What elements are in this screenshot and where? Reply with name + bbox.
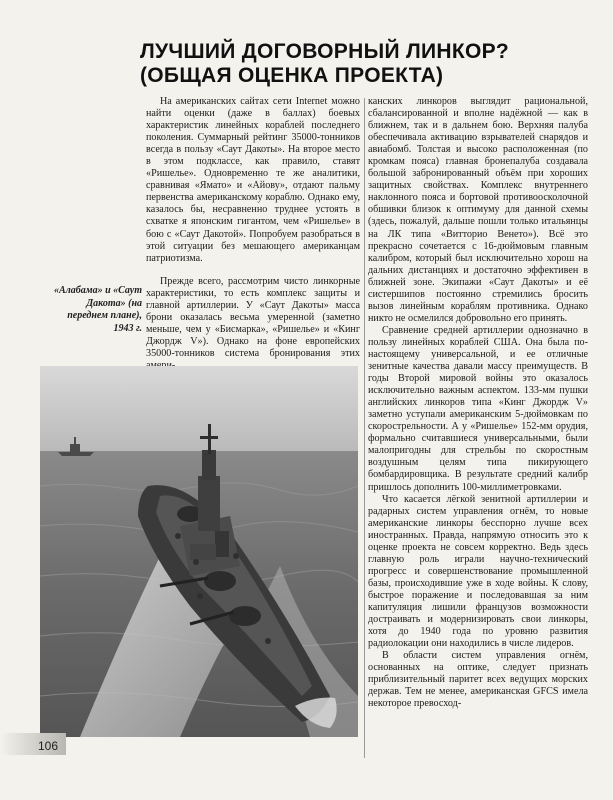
photo-caption: «Алабама» и «Саут Дакота» (на переднем плане), 1943 г. [53,285,142,334]
paragraph: канских линкоров выглядит рациональной, сбалансированной и вполне надёжной — как в ближнем, так и в дальнем бою. Верхняя палуба обеспечивала активацию взрывателей снарядов и авиабомб. Толстая и высоко расположенная (по кромкам пояса) главная бронепалуба создавала большой забронированный объём при хороших защитных свойствах. Комплекс внутреннего наклонного пояса и бортовой противоосколочной обшивки близок к оптимуму для данной схемы (здесь, пожалуй, дальше пошли только итальянцы на ЛК типа «Витторио Венето»). Всё это прекрасно сочетается с 16-дюймовым главным калибром, который был исключительно хорош на дальних дистанциях и достаточно эффективен в ближней зоне. Экипажи «Саут Дакоты» и её систершипов постоянно стремились бросить вызов линейным кораблям противника. Однако никто не осмелился добровольно его принять. [368,96,588,324]
battleship-photo [40,366,358,737]
article-title-line-1: ЛУЧШИЙ ДОГОВОРНЫЙ ЛИНКОР? [140,40,510,63]
text-column-right [368,96,588,710]
article-title [140,40,580,88]
article-title-line-2: (ОБЩАЯ ОЦЕНКА ПРОЕКТА) [140,64,444,87]
paragraph: Сравнение средней артиллерии однозначно в пользу линейных кораблей США. Она была по-настоящему универсальной, и ее отличные зенитные качества давали массу преимуществ. В годы Второй мировой войны это оказалось исключительно важным аспектом. 133-мм пушки английских линкоров типа «Кинг Джордж V» заметно уступали американским 5-дюймовкам по скорострельности. А у «Ришелье» 152-мм орудия, формально считавшиеся универсальными, были малопригодны для стрельбы по скоростным воздушным целям типа пикирующего бомбардировщика. В результате средний калибр пришлось дополнить 100-миллиметровками. [368,324,588,493]
paragraph: Прежде всего, рассмотрим чисто линкорные характеристики, то есть комплекс защиты и главной артиллерии. У «Саут Дакоты» масса брони оказалась весьма умеренной (заметно меньше, чем у «Бисмарка», «Ришелье» и «Кинг Джордж V»). Однако на фоне европейских 35000-тонников система бронирования этих [146,275,360,359]
paragraph: Что касается лёгкой зенитной артиллерии и радарных систем управления огнём, то новые американские линкоры бесспорно лучше всех иностранных. Правда, напрямую относить это к оценке проекта не совсем корректно. Ведь здесь главную роль играли научно-технический прогресс и совершенствование промышленной базы, происходившие уже в ходе войны. К слову, быстрое поражение и последовавшая за ним капитуляция лишили французов возможности достраивать и модернизировать свои линкоры, хотя до 1940 года по уровню развития радиолокации они находились в числе лидеров. [368,493,588,650]
text-column-left [146,96,360,372]
page-number: 106 [38,739,59,753]
paragraph: В области систем управления огнём, основанных на оптике, следует признать приблизительный паритет всех ведущих морских держав. Тем не менее, американская GFCS имела некоторое превосход- [368,650,588,710]
paragraph: На американских сайтах сети Internet можно найти оценки (даже в баллах) боевых характеристик линейных кораблей последнего поколения. Суммарный рейтинг 35000-тонников всегда в пользу «Саут Дакоты». На второе место в этом подклассе, как правило, ставят «Ришелье». Одновременно те же аналитики, сравнивая «Ямато» и «Айову», отдают пальму первенства американскому кораблю. Однако ему, казалось бы, несравненно труднее устоять в схватке я японским гигантом, чем «Ришелье» в бою с «Саут Дакотой». Попробуем разобраться в этой ситуации без мешающего американцам патриотизма. [146,96,360,264]
column-divider [364,98,365,758]
